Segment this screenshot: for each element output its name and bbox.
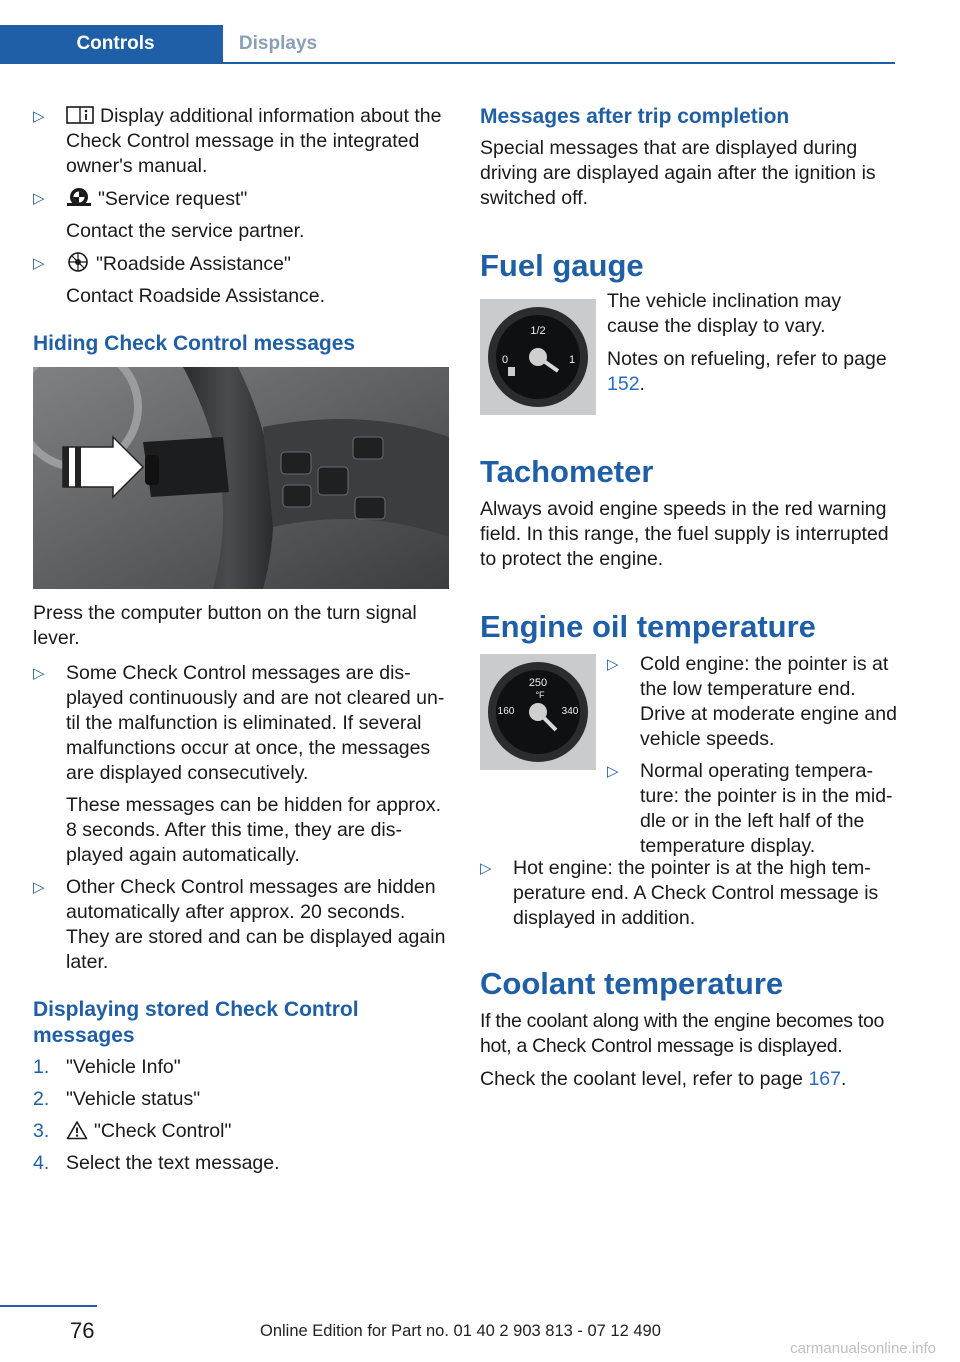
svg-text:1/2: 1/2: [530, 325, 546, 337]
trip-body: Special messages that are displayed during driving are displayed again after the ignition is switched off.: [480, 137, 876, 209]
list-item: 4. Select the text message.: [33, 1152, 280, 1174]
fuel-pump-icon: [508, 367, 515, 376]
list-item: ▷ Cold engine: the pointer is at the low temperature end. Drive at moderate engine and vehicle speeds.: [607, 653, 897, 750]
triangle-bullet-icon: ▷: [33, 255, 45, 272]
right-column: [480, 104, 898, 1100]
fuel-refer: Notes on refueling, refer to page 152.: [607, 348, 887, 395]
svg-text:0: 0: [501, 354, 509, 366]
list-item: ▷ "Service request" Contact the service partner.: [33, 188, 305, 242]
page-link-152[interactable]: 152: [607, 373, 640, 395]
list-item: 2. "Vehicle status": [33, 1088, 201, 1110]
oil-list-short: [607, 652, 898, 866]
edition-text: Online Edition for Part no. 01 40 2 903 813 - 07 12 490: [260, 1322, 661, 1340]
tachometer-body: Always avoid engine speeds in the red warning field. In this range, the fuel supply is interrupted to protect the engine.: [480, 498, 889, 570]
triangle-bullet-icon: ▷: [33, 108, 45, 125]
list-item: ▷ Hot engine: the pointer is at the high tem‐perature end. A Check Control message is displayed in addition.: [480, 857, 879, 929]
symbol-list: [33, 104, 450, 309]
tachometer-heading: Tachometer: [480, 454, 654, 489]
page-link-167[interactable]: 167: [808, 1068, 841, 1090]
watermark: carmanualsonline.info: [790, 1340, 936, 1357]
oil-heading: Engine oil temperature: [480, 609, 816, 644]
bmw-service-icon: [66, 186, 92, 208]
svg-text:250: 250: [528, 677, 548, 689]
fuel-body: The vehicle inclination may cause the display to vary.: [607, 290, 842, 337]
stored-heading: Displaying stored Check Control messages: [33, 998, 359, 1047]
list-item: ▷ "Roadside Assistance" Contact Roadside Assistance.: [33, 253, 326, 307]
list-item: ▷ Normal operating tempera‐ture: the pointer is in the mid‐dle or in the left half of the temperature display.: [607, 760, 893, 857]
triangle-bullet-icon: ▷: [480, 860, 492, 877]
list-item: ▷ Display additional information about the Check Control message in the integrated owner's manual.: [33, 105, 442, 177]
coolant-refer: Check the coolant level, refer to page 167.: [480, 1068, 847, 1090]
list-item: 3. "Check Control": [33, 1120, 232, 1142]
triangle-bullet-icon: ▷: [33, 879, 45, 896]
svg-text:°F: °F: [535, 690, 545, 700]
left-column: [33, 104, 450, 1183]
oil-section: [480, 652, 898, 856]
roadside-icon: [66, 251, 90, 273]
manual-icon: [66, 105, 94, 125]
svg-text:1: 1: [568, 354, 576, 366]
list-item: 1. "Vehicle Info": [33, 1056, 181, 1078]
stored-steps: [33, 1055, 450, 1176]
oil-list-wide: [480, 856, 898, 931]
svg-text:160: 160: [497, 706, 515, 717]
coolant-body: If the coolant along with the engine becomes too hot, a Check Control message is displayed.: [480, 1010, 885, 1057]
coolant-heading: Coolant temperature: [480, 966, 784, 1001]
hiding-body: Press the computer button on the turn signal lever.: [33, 602, 417, 649]
list-item: ▷ Some Check Control messages are dis‐played continuously and are not cleared un‐til the malfunction is eliminated. If several malfunctions occur at once, the messages are displayed consecutively. These messages can be hidden for approx. 8 seconds. After this time, they are dis‐played again automatically.: [33, 662, 445, 866]
warning-icon: [66, 1120, 88, 1140]
trip-heading: Messages after trip completion: [480, 105, 790, 128]
triangle-bullet-icon: ▷: [607, 763, 619, 780]
footer-rule: [0, 1305, 97, 1307]
oil-gauge-image: [480, 654, 596, 770]
fuel-gauge-image: [480, 299, 596, 415]
page-number: 76: [70, 1318, 95, 1343]
fuel-section: [480, 289, 898, 413]
triangle-bullet-icon: ▷: [607, 656, 619, 673]
svg-text:340: 340: [561, 706, 579, 717]
triangle-bullet-icon: ▷: [33, 190, 45, 207]
hiding-list: [33, 661, 450, 975]
section-tabs: [0, 25, 895, 64]
triangle-bullet-icon: ▷: [33, 665, 45, 682]
tab-controls[interactable]: Controls: [0, 25, 223, 62]
tab-displays[interactable]: Displays: [238, 33, 318, 54]
list-item: ▷ Other Check Control messages are hidden automatically after approx. 20 seconds. They are stored and can be displayed again later.: [33, 876, 446, 973]
steering-wheel-photo: [33, 367, 449, 589]
hiding-heading: Hiding Check Control messages: [33, 332, 356, 355]
fuel-heading: Fuel gauge: [480, 248, 644, 283]
